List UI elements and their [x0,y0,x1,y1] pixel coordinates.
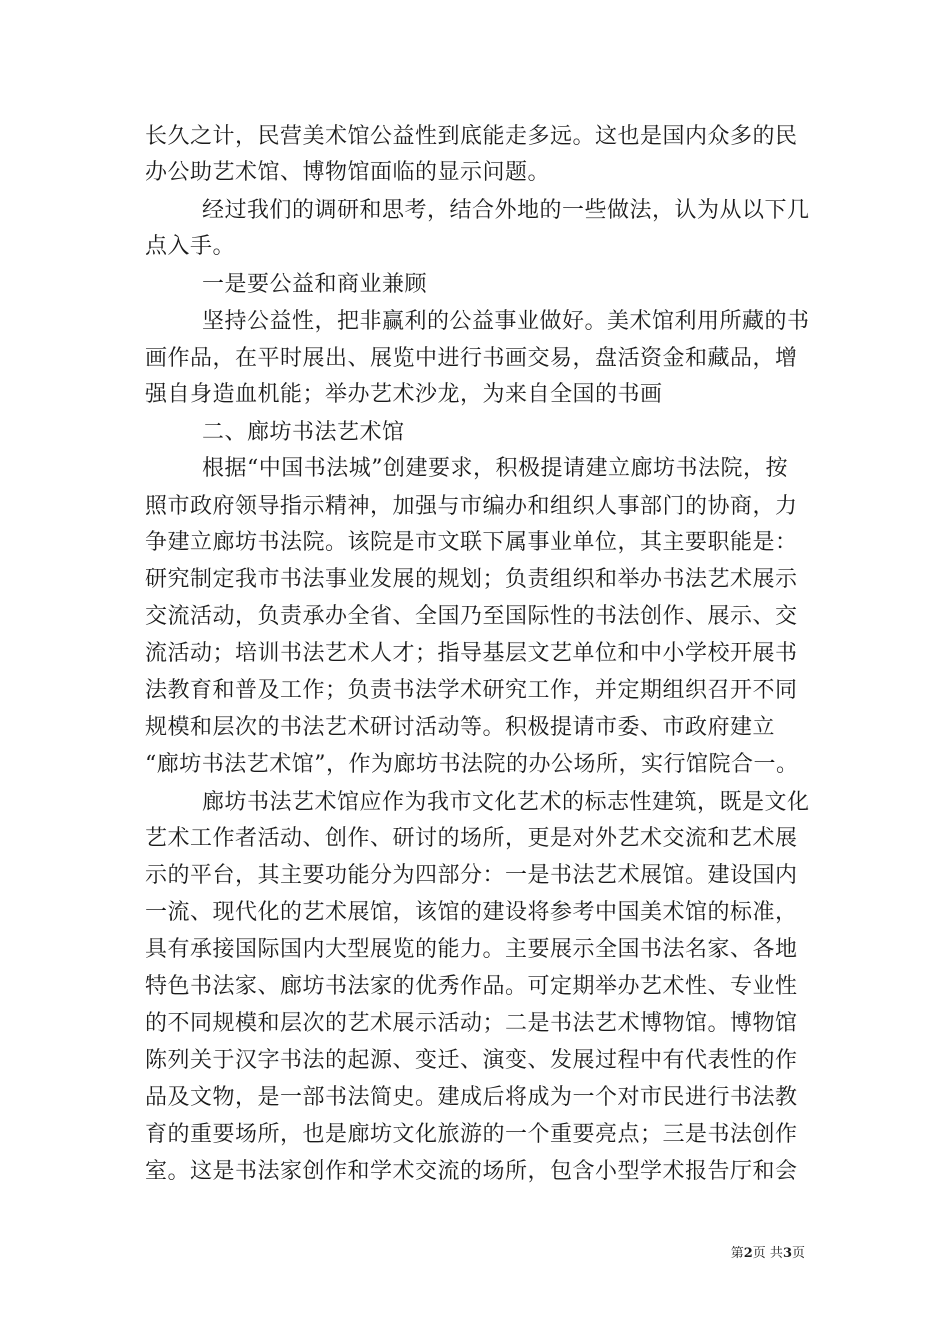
body-text-line: 点入手。 [145,234,236,259]
body-text-line: 特色书法家、廊坊书法家的优秀作品。可定期举办艺术性、专业性 [145,974,798,999]
body-text-line: 具有承接国际国内大型展览的能力。主要展示全国书法名家、各地 [145,937,798,962]
section-heading: 二、廊坊书法艺术馆 [202,420,405,445]
body-text-line: 根据“中国书法城”创建要求，积极提请建立廊坊书法院，按 [202,456,788,481]
total-page-count: 3 [782,1246,792,1261]
body-text-line: 长久之计，民营美术馆公益性到底能走多远。这也是国内众多的民 [145,124,798,149]
body-text-line: 坚持公益性，把非赢利的公益事业做好。美术馆利用所藏的书 [202,309,810,334]
body-text-line: 画作品，在平时展出、展览中进行书画交易，盘活资金和藏品，增 [145,346,798,371]
body-text-line: 研究制定我市书法事业发展的规划；负责组织和举办书法艺术展示 [145,567,798,592]
body-text-line: 流活动；培训书法艺术人才；指导基层文艺单位和中小学校开展书 [145,641,798,666]
body-text-line: 一流、现代化的艺术展馆，该馆的建设将参考中国美术馆的标准， [145,900,798,925]
body-text-line: 室。这是书法家创作和学术交流的场所，包含小型学术报告厅和会 [145,1159,798,1184]
body-text-line: 品及文物，是一部书法简史。建成后将成为一个对市民进行书法教 [145,1085,798,1110]
body-text-line: 示的平台，其主要功能分为四部分：一是书法艺术展馆。建设国内 [145,863,798,888]
body-text-line: 争建立廊坊书法院。该院是市文联下属事业单位，其主要职能是： [145,530,798,555]
body-text-line: 办公助艺术馆、博物馆面临的显示问题。 [145,160,551,185]
footer-middle: 页 共 [752,1246,783,1261]
body-text-line: “廊坊书法艺术馆”，作为廊坊书法院的办公场所，实行馆院合一。 [145,752,799,777]
body-text-line: 艺术工作者活动、创作、研讨的场所，更是对外艺术交流和艺术展 [145,826,798,851]
body-text-line: 法教育和普及工作；负责书法学术研究工作，并定期组织召开不同 [145,678,798,703]
body-text-line: 经过我们的调研和思考，结合外地的一些做法，认为从以下几 [202,198,810,223]
body-text-line: 陈列关于汉字书法的起源、变迁、演变、发展过程中有代表性的作 [145,1048,798,1073]
footer-prefix: 第 [730,1246,744,1261]
body-text-line: 照市政府领导指示精神，加强与市编办和组织人事部门的协商，力 [145,494,798,519]
body-text-line: 交流活动，负责承办全省、全国乃至国际性的书法创作、展示、交 [145,604,798,629]
current-page-number: 2 [743,1246,753,1261]
section-heading: 一是要公益和商业兼顾 [202,272,428,297]
body-text-line: 廊坊书法艺术馆应作为我市文化艺术的标志性建筑，既是文化 [202,790,810,815]
body-text-line: 育的重要场所，也是廊坊文化旅游的一个重要亮点；三是书法创作 [145,1122,798,1147]
body-text-line: 规模和层次的书法艺术研讨活动等。积极提请市委、市政府建立 [145,715,776,740]
body-text-line: 强自身造血机能；举办艺术沙龙，为来自全国的书画 [145,382,663,407]
body-text-line: 的不同规模和层次的艺术展示活动；二是书法艺术博物馆。博物馆 [145,1011,798,1036]
footer-suffix: 页 [791,1246,805,1261]
page-number-footer [731,1245,805,1263]
